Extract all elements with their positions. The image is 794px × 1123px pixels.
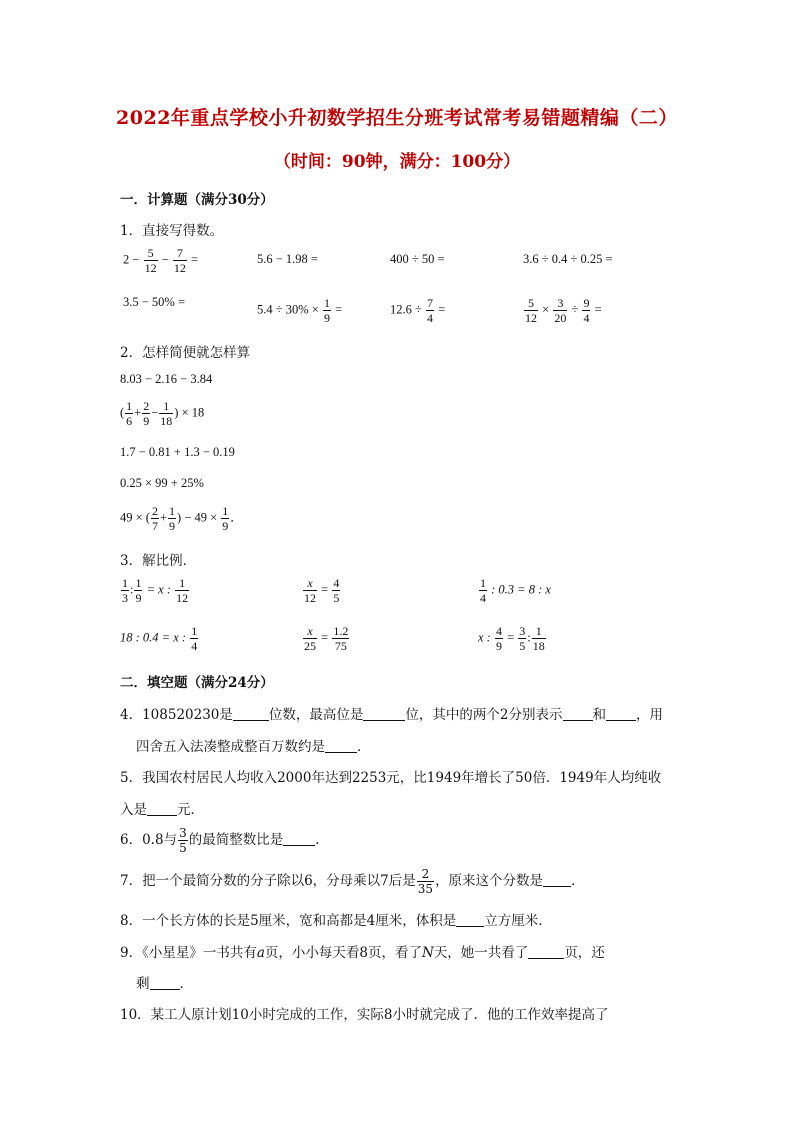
q4-blank-5[interactable] [325,740,357,753]
q2-expr-4: 0.25 × 99 + 25% [120,476,204,490]
q4-blank-4[interactable] [606,708,636,721]
q2-stem: 2．怎样简便就怎样算 [120,345,251,361]
q1-item-a: 2 − $\frac{5}{12}$ − $\frac{7}{12}$ = [123,246,199,275]
q3-stem: 3．解比例． [120,553,197,569]
q1-item-b: 5.6 − 1.98 = [257,252,318,266]
q9-line-2: 剩 ． [136,976,193,992]
q5-line-2: 入是 元． [120,802,204,818]
q1-item-e: 3.5 − 50% = [123,295,186,309]
q9-line-1: 9．《小星星》一书共有a页，小小每天看8页，看了N天，她一共看了 页，还 [120,945,605,961]
q2-expr-3: 1.7 − 0.81 + 1.3 − 0.19 [120,445,235,459]
q1-item-h: $\frac{5}{12}$ × $\frac{3}{20}$ ÷ $\frac{9}{4}$ = [525,296,602,325]
page-subtitle: （时间：90钟，满分：100分） [273,152,521,172]
q4-line-2: 四舍五入法凑整成整百万数约是 ． [136,739,371,755]
q1-item-f: 5.4 ÷ 30% × $\frac{1}{9}$ = [257,296,343,325]
q6-line: 6．0.8与 $\frac{3}{5}$ 的最简整数比是 ． [120,826,329,855]
q1-item-c: 400 ÷ 50 = [390,252,445,266]
q2-expr-2: ( $\frac{1}{6}$ + $\frac{2}{9}$ − $\frac{1}{18}$ ) × 18 [120,399,205,428]
q9-blank-1[interactable] [528,946,564,959]
q4-blank-3[interactable] [563,708,593,721]
q3-item-b: $\frac{x}{12}$ = $\frac{4}{5}$ [304,576,340,605]
q3-item-f: x : $\frac{4}{9}$ = $\frac{3}{5}$ : $\frac{1}{18}$ [478,624,545,653]
q7-blank[interactable] [543,874,571,887]
q5-line-1: 5．我国农村居民人均收入2000年达到2253元，比1949年增长了50倍．1949年人均纯收 [120,770,662,786]
q3-item-a: $\frac{1}{3}$ : $\frac{1}{9}$ = x : $\frac{1}{12}$ [122,576,189,605]
q9-blank-2[interactable] [150,977,180,990]
q4-line-1: 4．108520230是 位数，最高位是 位，其中的两个2分别表示 和 ，用 [120,707,663,723]
q10-line-1: 10．某工人原计划10小时完成的工作，实际8小时就完成了．他的工作效率提高了 [120,1007,609,1023]
q7-line: 7．把一个最简分数的分子除以6，分母乘以7后是 $\frac{2}{35}$ ，原来这个分数是 ． [120,867,585,896]
q3-item-e: $\frac{x}{25}$ = $\frac{1.2}{75}$ [304,624,349,653]
section-2-heading: 二．填空题（满分24分） [120,675,274,691]
q4-blank-2[interactable] [363,708,405,721]
q4-blank-1[interactable] [233,708,269,721]
q5-blank[interactable] [147,803,177,816]
q2-expr-5: 49 × ( $\frac{2}{7}$ + $\frac{1}{9}$ ) − 49 × $\frac{1}{9}$ ． [120,504,243,533]
q6-blank[interactable] [283,833,315,846]
section-1-heading: 一．计算题（满分30分） [120,192,274,208]
q8-blank[interactable] [456,914,484,927]
q3-item-d: 18 : 0.4 = x : $\frac{1}{4}$ [120,624,198,653]
q1-item-g: 12.6 ÷ $\frac{7}{4}$ = [390,296,446,325]
q1-item-d: 3.6 ÷ 0.4 ÷ 0.25 = [523,252,613,266]
q3-item-c: $\frac{1}{4}$ : 0.3 = 8 : x [480,576,551,605]
q2-expr-1: 8.03 − 2.16 − 3.84 [120,372,213,386]
page-title: 2022年重点学校小升初数学招生分班考试常考易错题精编（二） [116,107,678,129]
q8-line: 8．一个长方体的长是5厘米，宽和高都是4厘米，体积是 立方厘米． [120,913,552,929]
q1-stem: 1．直接写得数。 [120,223,224,239]
